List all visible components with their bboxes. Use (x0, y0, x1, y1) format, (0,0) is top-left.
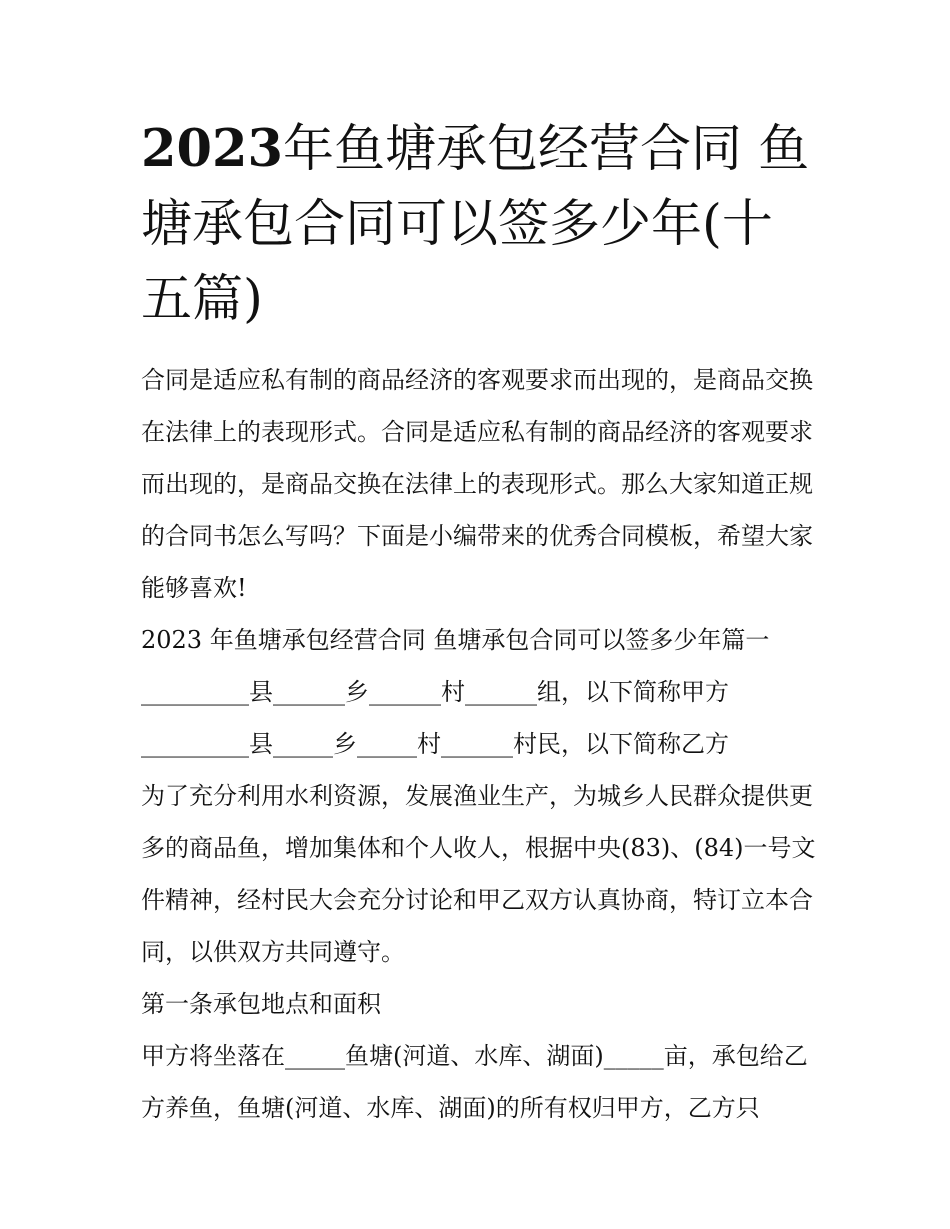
title-text: 年鱼塘承包经营合同 鱼塘承包合同可以签多少年(十五篇) (141, 120, 810, 329)
intro-paragraph: 合同是适应私有制的商品经济的客观要求而出现的，是商品交换在法律上的表现形式。合同是适应私有制的商品经济的客观要求而出现的，是商品交换在法律上的表现形式。那么大家知道正规的合同书怎么写吗？下面是小编带来的优秀合同模板，希望大家能够喜欢! (141, 366, 813, 602)
document-body (141, 354, 819, 1134)
section-heading: 2023 年鱼塘承包经营合同 鱼塘承包合同可以签多少年篇一 (141, 626, 770, 654)
article-one-text: 甲方将坐落在_____鱼塘(河道、水库、湖面)_____亩，承包给乙方养鱼，鱼塘(河道、水库、湖面)的所有权归甲方，乙方只 (141, 1042, 808, 1122)
party-a-line: _________县______乡______村______组，以下简称甲方 (141, 678, 729, 706)
document-title (141, 112, 821, 337)
article-one-heading: 第一条承包地点和面积 (141, 990, 381, 1018)
party-b-line: _________县_____乡_____村______村民，以下简称乙方 (141, 730, 729, 758)
title-year: 2023 (141, 119, 283, 179)
purpose-paragraph: 为了充分利用水利资源，发展渔业生产，为城乡人民群众提供更多的商品鱼，增加集体和个人收人，根据中央(83)、(84)一号文件精神，经村民大会充分讨论和甲乙双方认真协商，特订立本合同，以供双方共同遵守。 (141, 782, 816, 966)
